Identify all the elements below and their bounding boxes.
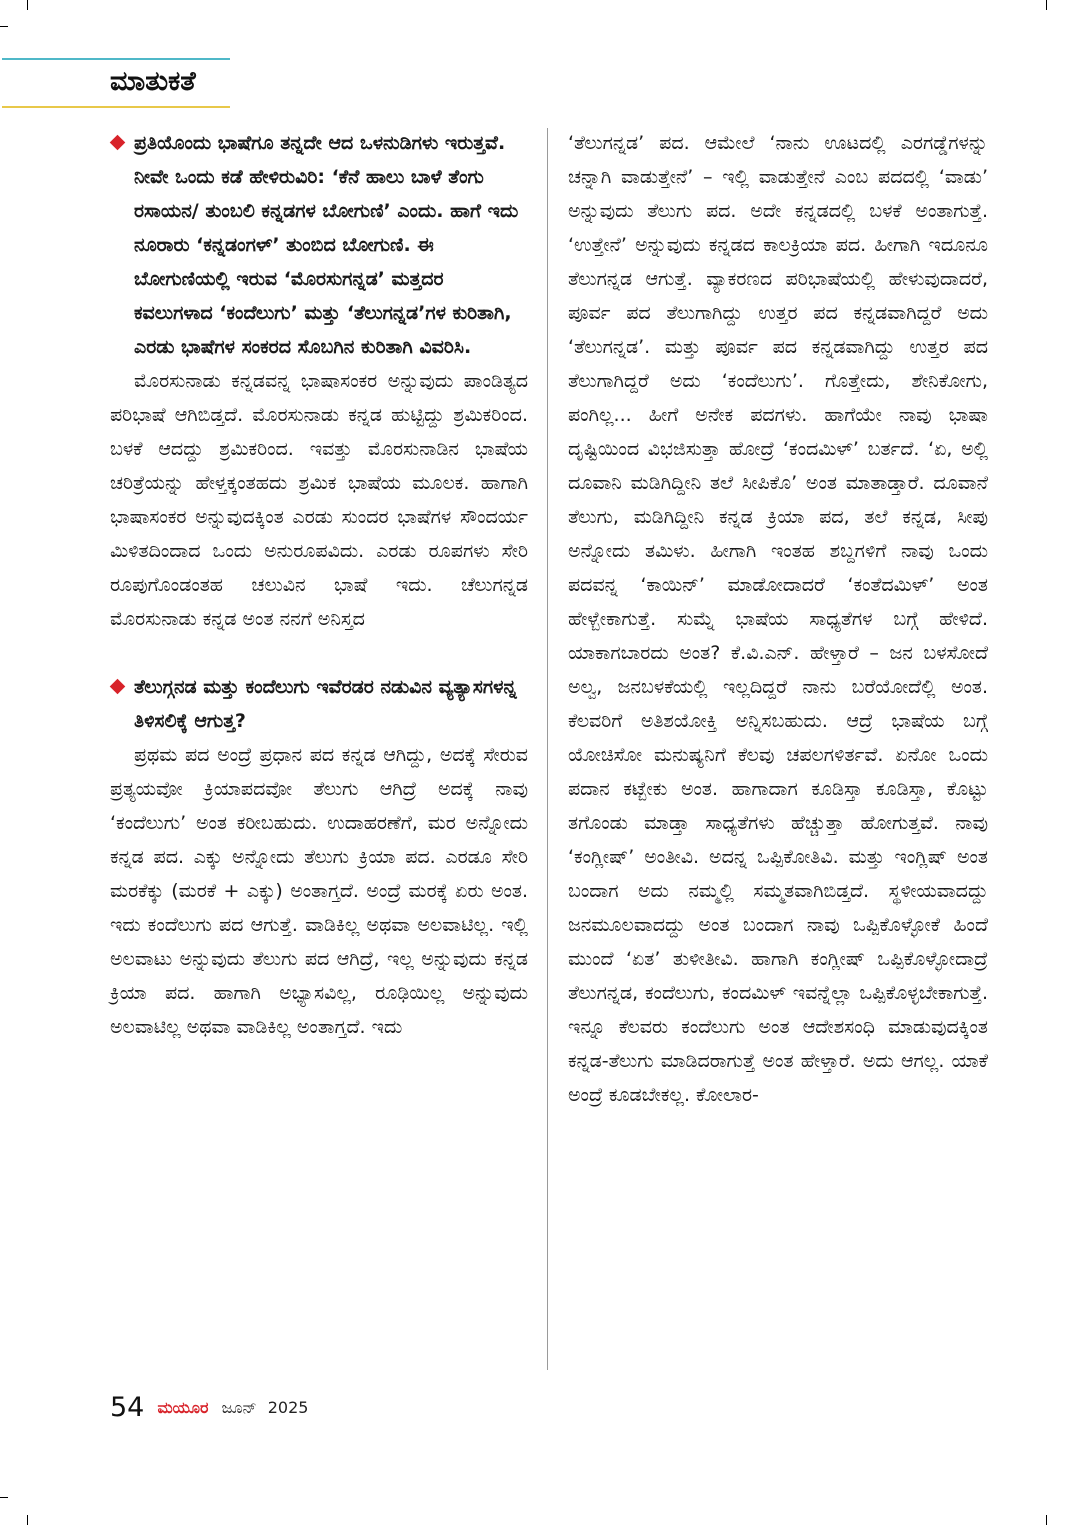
answer-2: ಪ್ರಥಮ ಪದ ಅಂದ್ರೆ ಪ್ರಧಾನ ಪದ ಕನ್ನಡ ಆಗಿದ್ದು, ಅದಕ್ಕೆ ಸೇರುವ ಪ್ರತ್ಯಯವೋ ಕ್ರಿಯಾಪದವೋ ತೆಲುಗು ಆಗಿದ್ರೆ ಅದಕ್ಕೆ ನಾವು ‘ಕಂದೆಲುಗು’ ಅಂತ ಕರೀಬಹುದು. ಉದಾಹರಣೆಗೆ, ಮರ ಅನ್ನೋದು ಕನ್ನಡ ಪದ. ಎಕ್ಕು ಅನ್ನೋದು ತೆಲುಗು ಕ್ರಿಯಾ ಪದ. ಎರಡೂ ಸೇರಿ ಮರಕೆಕ್ಕು (ಮರಕೆ + ಎಕ್ಕು) ಅಂತಾಗ್ತದೆ. ಅಂದ್ರೆ ಮರಕ್ಕೆ ಏರು ಅಂತ. ಇದು ಕಂದೆಲುಗು ಪದ ಆಗುತ್ತೆ. ವಾಡಿಕಿಲ್ಲ ಅಥವಾ ಅಲವಾಟಿಲ್ಲ. ಇಲ್ಲಿ ಅಲವಾಟು ಅನ್ನುವುದು ತೆಲುಗು ಪದ ಆಗಿದ್ರೆ, ಇಲ್ಲ ಅನ್ನುವುದು ಕನ್ನಡ ಕ್ರಿಯಾ ಪದ. ಹಾಗಾಗಿ ಅಭ್ಯಾಸವಿಲ್ಲ, ರೂಢಿಯಿಲ್ಲ ಅನ್ನುವುದು ಅಲವಾಟಿಲ್ಲ ಅಥವಾ ವಾಡಿಕಿಲ್ಲ ಅಂತಾಗ್ತದೆ. ಇದು [110,744,528,1038]
crop-mark [1046,1515,1047,1525]
bullet-diamond-icon [110,135,126,151]
section-label: ಮಾತುಕತೆ [110,66,196,97]
section-header [2,58,230,108]
spacer [110,636,528,670]
column-divider [547,128,548,1370]
page-number: 54 [110,1392,145,1423]
header-rule-bottom [2,106,230,108]
question-2 [110,670,528,738]
issue-month: ಜೂನ್ [221,1397,257,1417]
right-column [568,126,988,1112]
bullet-diamond-icon [110,679,126,695]
answer-1: ಮೊರಸುನಾಡು ಕನ್ನಡವನ್ನ ಭಾಷಾಸಂಕರ ಅನ್ನುವುದು ಪಾಂಡಿತ್ಯದ ಪರಿಭಾಷೆ ಆಗಿಬಿಡ್ತದೆ. ಮೊರಸುನಾಡು ಕನ್ನಡ ಹುಟ್ಟಿದ್ದು ಶ್ರಮಿಕರಿಂದ. ಬಳಕೆ ಆದದ್ದು ಶ್ರಮಿಕರಿಂದ. ಇವತ್ತು ಮೊರಸುನಾಡಿನ ಭಾಷೆಯ ಚರಿತ್ರೆಯನ್ನು ಹೇಳ್ತಕ್ಕಂತಹದು ಶ್ರಮಿಕ ಭಾಷೆಯ ಮೂಲಕ. ಹಾಗಾಗಿ ಭಾಷಾಸಂಕರ ಅನ್ನುವುದಕ್ಕಿಂತ ಎರಡು ಸುಂದರ ಭಾಷೆಗಳ ಸೌಂದರ್ಯ ಮಿಳಿತದಿಂದಾದ ಒಂದು ಅನುರೂಪವಿದು. ಎರಡು ರೂಪಗಳು ಸೇರಿ ರೂಪುಗೊಂಡಂತಹ ಚಲುವಿನ ಭಾಷೆ ಇದು. ಚೆಲುಗನ್ನಡ ಮೊರಸುನಾಡು ಕನ್ನಡ ಅಂತ ನನಗೆ ಅನಿಸ್ತದ [110,370,528,630]
question-1 [110,126,528,364]
right-column-text: ‘ತೆಲುಗನ್ನಡ’ ಪದ. ಆಮೇಲೆ ‘ನಾನು ಊಟದಲ್ಲಿ ಎರಗಡ್ಡೆಗಳನ್ನು ಚನ್ನಾಗಿ ವಾಡುತ್ತೇನೆ’ – ಇಲ್ಲಿ ವಾಡುತ್ತೇನೆ ಎಂಬ ಪದದಲ್ಲಿ ‘ವಾಡು’ ಅನ್ನುವುದು ತೆಲುಗು ಪದ. ಅದೇ ಕನ್ನಡದಲ್ಲಿ ಬಳಕೆ ಅಂತಾಗುತ್ತೆ. ‘ಉತ್ತೇನೆ’ ಅನ್ನುವುದು ಕನ್ನಡದ ಕಾಲಕ್ರಿಯಾ ಪದ. ಹೀಗಾಗಿ ಇದೂನೂ ತೆಲುಗನ್ನಡ ಆಗುತ್ತೆ. ವ್ಯಾಕರಣದ ಪರಿಭಾಷೆಯಲ್ಲಿ ಹೇಳುವುದಾದರೆ, ಪೂರ್ವ ಪದ ತೆಲುಗಾಗಿದ್ದು ಉತ್ತರ ಪದ ಕನ್ನಡವಾಗಿದ್ದರೆ ಅದು ‘ತೆಲುಗನ್ನಡ’. ಮತ್ತು ಪೂರ್ವ ಪದ ಕನ್ನಡವಾಗಿದ್ದು ಉತ್ತರ ಪದ ತೆಲುಗಾಗಿದ್ದರೆ ಅದು ‘ಕಂದೆಲುಗು’. ಗೊತ್ತೇದು, ಶೇನಿಕೋಗು, ಪಂಗಿಲ್ಲ... ಹೀಗೆ ಅನೇಕ ಪದಗಳು. ಹಾಗೆಯೇ ನಾವು ಭಾಷಾ ದೃಷ್ಟಿಯಿಂದ ವಿಭಜಿಸುತ್ತಾ ಹೋದ್ರೆ ‘ಕಂದಮಿಳ್’ ಬರ್ತದೆ. ‘ಏ, ಅಲ್ಲಿ ದೂವಾನಿ ಮಡಿಗಿದ್ದೀನಿ ತಲೆ ಸೀಪಿಕೊ’ ಅಂತ ಮಾತಾಡ್ತಾರೆ. ದೂವಾನೆ ತೆಲುಗು, ಮಡಿಗಿದ್ದೀನಿ ಕನ್ನಡ ಕ್ರಿಯಾ ಪದ, ತಲೆ ಕನ್ನಡ, ಸೀಪು ಅನ್ನೋದು ತಮಿಳು. ಹೀಗಾಗಿ ಇಂತಹ ಶಬ್ದಗಳಿಗೆ ನಾವು ಒಂದು ಪದವನ್ನ ‘ಕಾಯಿನ್’ ಮಾಡೋದಾದರೆ ‘ಕಂತೆದಮಿಳ್’ ಅಂತ ಹೇಳ್ಬೇಕಾಗುತ್ತೆ. ಸುಮ್ನೆ ಭಾಷೆಯ ಸಾಧ್ಯತೆಗಳ ಬಗ್ಗೆ ಹೇಳಿದೆ. ಯಾಕಾಗಬಾರದು ಅಂತ? ಕೆ.ವಿ.ಎನ್. ಹೇಳ್ತಾರೆ – ಜನ ಬಳಸೋದೆ ಅಲ್ವ, ಜನಬಳಕೆಯಲ್ಲಿ ಇಲ್ಲದಿದ್ದರೆ ನಾನು ಬರೆಯೋದೆಲ್ಲಿ ಅಂತ. ಕೆಲವರಿಗೆ ಅತಿಶಯೋಕ್ತಿ ಅನ್ನಿಸಬಹುದು. ಆದ್ರೆ ಭಾಷೆಯ ಬಗ್ಗೆ ಯೋಚಿಸೋ ಮನುಷ್ಯನಿಗೆ ಕೆಲವು ಚಪಲಗಳಿರ್ತವೆ. ಏನೋ ಒಂದು ಪದಾನ ಕಟ್ಬೇಕು ಅಂತ. ಹಾಗಾದಾಗ ಕೂಡಿಸ್ತಾ ಕೂಡಿಸ್ತಾ, ಕೊಟ್ಟು ತಗೊಂಡು ಮಾಡ್ತಾ ಸಾಧ್ಯತೆಗಳು ಹೆಚ್ಚುತ್ತಾ ಹೋಗುತ್ತವೆ. ನಾವು ‘ಕಂಗ್ಲೀಷ್’ ಅಂತೀವಿ. ಅದನ್ನ ಒಪ್ಪಿಕೋತಿವಿ. ಮತ್ತು ಇಂಗ್ಲಿಷ್ ಅಂತ ಬಂದಾಗ ಅದು ನಮ್ಮಲ್ಲಿ ಸಮ್ಮತವಾಗಿಬಿಡ್ತದೆ. ಸ್ಥಳೀಯವಾದದ್ದು ಜನಮೂಲವಾದದ್ದು ಅಂತ ಬಂದಾಗ ನಾವು ಒಪ್ಪಿಕೊಳ್ಳೋಕೆ ಹಿಂದೆ ಮುಂದೆ ‘ಏತ’ ತುಳೀತೀವಿ. ಹಾಗಾಗಿ ಕಂಗ್ಲೀಷ್ ಒಪ್ಪಿಕೊಳ್ಳೋದಾದ್ರೆ ತೆಲುಗನ್ನಡ, ಕಂದೆಲುಗು, ಕಂದಮಿಳ್ ಇವನ್ನೆಲ್ಲಾ ಒಪ್ಪಿಕೊಳ್ಳಬೇಕಾಗುತ್ತೆ. ಇನ್ನೂ ಕೆಲವರು ಕಂದೆಲುಗು ಅಂತ ಆದೇಶಸಂಧಿ ಮಾಡುವುದಕ್ಕಿಂತ ಕನ್ನಡ-ತೆಲುಗು ಮಾಡಿದರಾಗುತ್ತೆ ಅಂತ ಹೇಳ್ತಾರೆ. ಅದು ಆಗಲ್ಲ. ಯಾಕೆ ಅಂದ್ರೆ ಕೂಡಬೇಕಲ್ಲ. ಕೋಲಾರ- [568,132,988,1106]
question-1-text: ಪ್ರತಿಯೊಂದು ಭಾಷೆಗೂ ತನ್ನದೇ ಆದ ಒಳನುಡಿಗಳು ಇರುತ್ತವೆ. ನೀವೇ ಒಂದು ಕಡೆ ಹೇಳಿರುವಿರಿ: ‘ಕೆನೆ ಹಾಲು ಬಾಳೆ ತೆಂಗು ರಸಾಯನ/ ತುಂಬಲಿ ಕನ್ನಡಗಳ ಬೋಗುಣಿ’ ಎಂದು. ಹಾಗೆ ಇದು ನೂರಾರು ‘ಕನ್ನಡಂಗಳ್’ ತುಂಬಿದ ಬೋಗುಣಿ. ಈ ಬೋಗುಣಿಯಲ್ಲಿ ಇರುವ ‘ಮೊರಸುಗನ್ನಡ’ ಮತ್ತದರ ಕವಲುಗಳಾದ ‘ಕಂದೆಲುಗು’ ಮತ್ತು ‘ತೆಲುಗನ್ನಡ’ಗಳ ಕುರಿತಾಗಿ, ಎರಡು ಭಾಷೆಗಳ ಸಂಕರದ ಸೊಬಗಿನ ಕುರಿತಾಗಿ ವಿವರಿಸಿ. [134,132,519,358]
header-rule-top [2,58,230,60]
crop-mark [27,0,28,10]
crop-mark [0,1497,8,1498]
question-2-text: ತೆಲುಗ್ಗನಡ ಮತ್ತು ಕಂದೆಲುಗು ಇವೆರಡರ ನಡುವಿನ ವ್ಯತ್ಯಾಸಗಳನ್ನ ತಿಳಿಸಲಿಕ್ಕೆ ಆಗುತ್ತ? [134,676,517,732]
issue-year: 2025 [267,1398,309,1417]
magazine-logo: ಮಯೂರ [157,1397,209,1417]
crop-mark [27,1515,28,1525]
crop-mark [0,26,8,27]
left-column [110,126,528,1044]
page-footer [110,1392,308,1428]
crop-mark [1046,0,1047,10]
